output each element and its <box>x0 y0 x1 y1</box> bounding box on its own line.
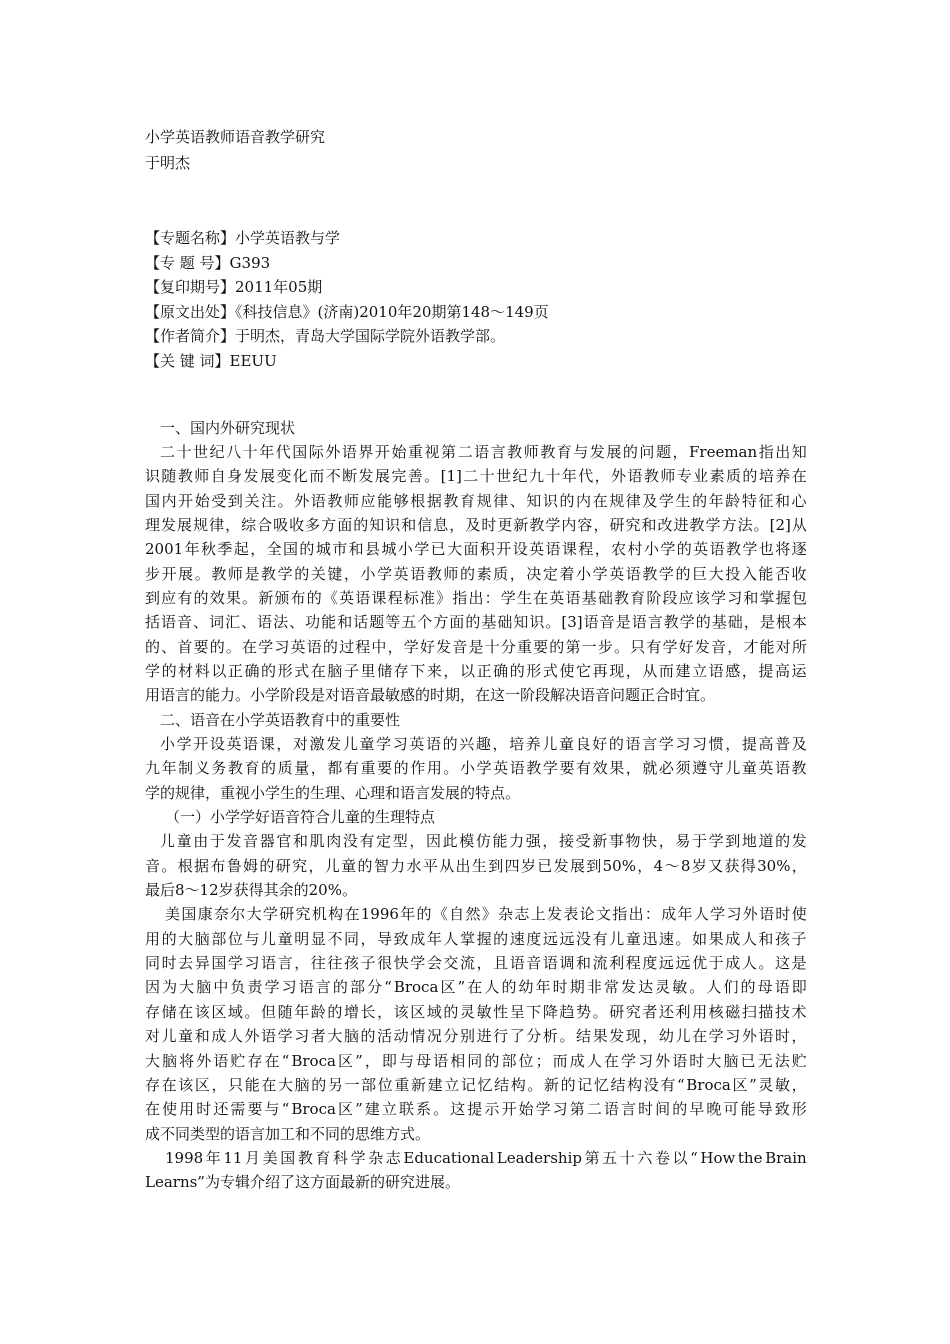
paragraph <box>145 732 807 805</box>
metadata-block <box>145 226 807 374</box>
paragraph-line: 因 为 大 脑 中 负 责 学 习 语 言 的 部 分 “ Broca 区 ” 在 人 的 幼 年 时 期 非 常 发 达 灵 敏 。 人 们 的 母 语 即 <box>145 978 807 997</box>
paragraph-line: 大 脑 将 外 语 贮 存 在 “ Broca 区 ” ， 即 与 母 语 相 同 的 部 位 ； 而 成 人 在 学 习 外 语 时 大 脑 已 无 法 贮 <box>145 1051 807 1070</box>
paragraph-line: 美 国 康 奈 尔 大 学 研 究 机 构 在 1996 年 的 《 自 然 》 杂 志 上 发 表 论 文 指 出 ： 成 年 人 学 习 外 语 时 使 <box>165 905 807 924</box>
paragraph <box>145 902 807 1145</box>
paragraph-line: Learns”为专辑介绍了这方面最新的研究进展。 <box>145 1173 460 1192</box>
article-title: 小学英语教师语音教学研究 <box>145 128 326 146</box>
section-heading: 一、国内外研究现状 <box>160 418 296 437</box>
paragraph-line: 存 在 该 区 ， 只 能 在 大 脑 的 另 一 部 位 重 新 建 立 记 忆 结 构 。 新 的 记 忆 结 构 没 有 “ Broca 区 ” 灵 敏 ， <box>145 1075 807 1094</box>
paragraph-line: 同 时 去 异 国 学 习 语 言 ， 往 往 孩 子 很 快 学 会 交 流 ， 且 语 音 语 调 和 流 利 程 度 远 远 优 于 成 人 。 这 是 <box>145 954 807 973</box>
paragraph-line: 1998 年 11 月 美 国 教 育 科 学 杂 志 Educational Leadership 第 五 十 六 卷 以 “ How the Brain <box>165 1148 807 1167</box>
paragraph <box>145 1146 807 1195</box>
meta-author-intro: 【作者简介】于明杰，青岛大学国际学院外语教学部。 <box>145 327 506 346</box>
paragraph-line: 在 使 用 时 还 需 要 与 “ Broca 区 ” 建 立 联 系 。 这 提 示 开 始 学 习 第 二 语 言 时 间 的 早 晚 可 能 导 致 形 <box>145 1100 807 1119</box>
paragraph-line: 九 年 制 义 务 教 育 的 质 量 ， 都 有 重 要 的 作 用 。 小 学 英 语 教 学 要 有 效 果 ， 就 必 须 遵 守 儿 童 英 语 教 <box>145 759 807 778</box>
paragraph-line: 二 十 世 纪 八 十 年 代 国 际 外 语 界 开 始 重 视 第 二 语 言 教 师 教 育 与 发 展 的 问 题 ， Freeman 指 出 知 <box>160 442 807 461</box>
meta-source: 【原文出处】《科技信息》(济南)2010年20期第148～149页 <box>145 302 549 321</box>
paragraph-line: 最后8～12岁获得其余的20%。 <box>145 881 357 900</box>
paragraph-line: 成不同类型的语言加工和不同的思维方式。 <box>145 1124 431 1143</box>
paragraph-line: 理 发 展 规 律 ， 综 合 吸 收 多 方 面 的 知 识 和 信 息 ， 及 时 更 新 教 学 内 容 ， 研 究 和 改 进 教 学 方 法 。 [2] 从 <box>145 515 807 534</box>
paragraph-line: 用 的 大 脑 部 位 与 儿 童 明 显 不 同 ， 导 致 成 年 人 掌 握 的 速 度 远 远 没 有 儿 童 迅 速 。 如 果 成 人 和 孩 子 <box>145 929 807 948</box>
paragraph-line: 用语言的能力。小学阶段是对语音最敏感的时期，在这一阶段解决语音问题正合时宜。 <box>145 686 716 705</box>
paragraph-line: 国 内 开 始 受 到 关 注 。 外 语 教 师 应 能 够 根 据 教 育 规 律 、 知 识 的 内 在 规 律 及 学 生 的 年 龄 特 征 和 心 <box>145 491 807 510</box>
paragraph <box>145 440 807 708</box>
paragraph-line: 的 、 首 要 的 。 在 学 习 英 语 的 过 程 中 ， 学 好 发 音 是 十 分 重 要 的 第 一 步 。 只 有 学 好 发 音 ， 才 能 对 所 <box>145 637 807 656</box>
paragraph-line: 音 。 根 据 布 鲁 姆 的 研 究 ， 儿 童 的 智 力 水 平 从 出 生 到 四 岁 已 发 展 到 50% ， 4 ～ 8 岁 又 获 得 30% ， <box>145 856 807 875</box>
document-page <box>145 124 807 1195</box>
paragraph-line: 学 的 材 料 以 正 确 的 形 式 在 脑 子 里 储 存 下 来 ， 以 正 确 的 形 式 使 它 再 现 ， 从 而 建 立 语 感 ， 提 高 运 <box>145 662 807 680</box>
paragraph-line: 括 语 音 、 词 汇 、 语 法 、 功 能 和 话 题 等 五 个 方 面 的 基 础 知 识 。 [3] 语 音 是 语 言 教 学 的 基 础 ， 是 根 本 <box>145 613 807 632</box>
paragraph-line: 步 开 展 。 教 师 是 教 学 的 关 键 ， 小 学 英 语 教 师 的 素 质 ， 决 定 着 小 学 英 语 教 学 的 巨 大 投 入 能 否 收 <box>145 564 807 583</box>
meta-topic-number: 【专 题 号】G393 <box>145 253 271 272</box>
paragraph-line: 小 学 开 设 英 语 课 ， 对 激 发 儿 童 学 习 英 语 的 兴 趣 ， 培 养 儿 童 良 好 的 语 言 学 习 习 惯 ， 提 高 普 及 <box>160 735 807 754</box>
article-author: 于明杰 <box>145 154 191 172</box>
header-block <box>145 124 807 176</box>
section-heading: （一）小学学好语音符合儿童的生理特点 <box>165 808 436 827</box>
paragraph-line: 2001 年 秋 季 起 ， 全 国 的 城 市 和 县 城 小 学 已 大 面 积 开 设 英 语 课 程 ， 农 村 小 学 的 英 语 教 学 也 将 逐 <box>145 540 807 559</box>
meta-keywords: 【关 键 词】EEUU <box>145 351 277 370</box>
meta-issue: 【复印期号】2011年05期 <box>145 278 323 297</box>
meta-topic: 【专题名称】小学英语教与学 <box>145 229 341 247</box>
paragraph-line: 儿 童 由 于 发 音 器 官 和 肌 肉 没 有 定 型 ， 因 此 模 仿 能 力 强 ， 接 受 新 事 物 快 ， 易 于 学 到 地 道 的 发 <box>160 832 807 851</box>
paragraph-line: 存 储 在 该 区 域 。 但 随 年 龄 的 增 长 ， 该 区 域 的 灵 敏 性 呈 下 降 趋 势 。 研 究 者 还 利 用 核 磁 扫 描 技 术 <box>145 1002 807 1021</box>
paragraph-line: 识 随 教 师 自 身 发 展 变 化 而 不 断 发 展 完 善 。 [1] 二 十 世 纪 九 十 年 代 ， 外 语 教 师 专 业 素 质 的 培 养 在 <box>145 467 807 486</box>
section-heading: 二、语音在小学英语教育中的重要性 <box>160 710 401 729</box>
paragraph-line: 学的规律，重视小学生的生理、心理和语言发展的特点。 <box>145 783 521 802</box>
paragraph <box>145 829 807 902</box>
paragraph-line: 到 应 有 的 效 果 。 新 颁 布 的 《 英 语 课 程 标 准 》 指 出 ： 学 生 在 英 语 基 础 教 育 阶 段 应 该 学 习 和 掌 握 包 <box>145 588 807 607</box>
paragraph-line: 对 儿 童 和 成 人 外 语 学 习 者 大 脑 的 活 动 情 况 分 别 进 行 了 分 析 。 结 果 发 现 ， 幼 儿 在 学 习 外 语 时 ， <box>145 1027 807 1046</box>
article-body <box>145 416 807 1195</box>
